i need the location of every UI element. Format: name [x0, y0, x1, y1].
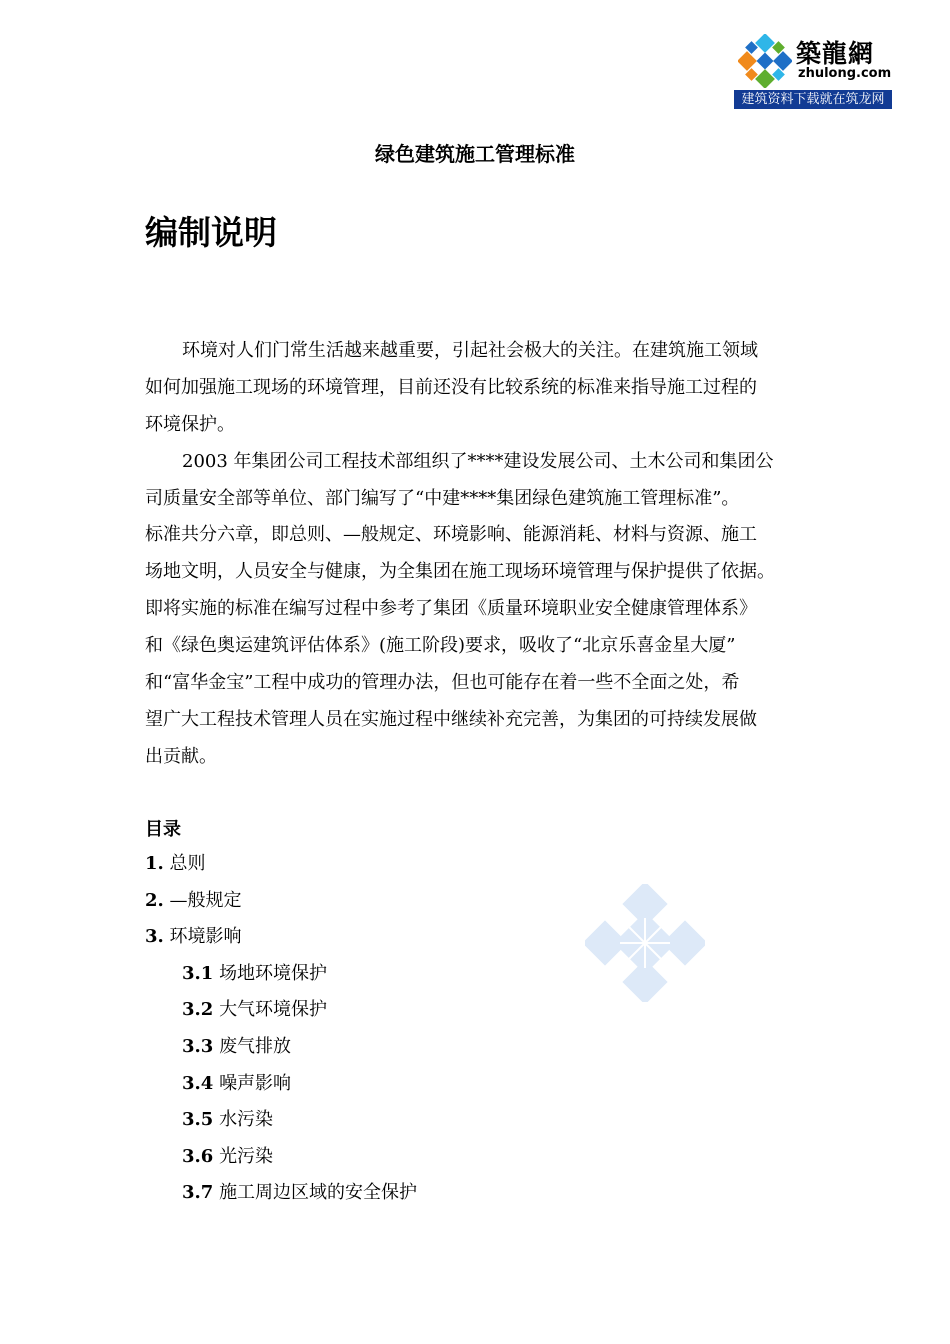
- toc-number: 3.1: [182, 962, 214, 984]
- toc-label: 废气排放: [219, 1035, 292, 1057]
- text-line: 望广大工程技术管理人员在实施过程中继续补充完善，为集团的可持续发展做: [145, 708, 757, 730]
- toc-label: 总则: [169, 853, 206, 874]
- text-line: 如何加强施工现场的环境管理，目前还没有比较系统的标准来指导施工过程的: [145, 376, 757, 398]
- toc-number: 3.6: [182, 1145, 214, 1167]
- toc-label: 光污染: [219, 1145, 274, 1167]
- text-line: 标准共分六章，即总则、—般规定、环境影响、能源消耗、材料与资源、施工: [145, 524, 757, 546]
- paragraph: [145, 444, 825, 776]
- document-title: 绿色建筑施工管理标准: [375, 142, 575, 166]
- toc-subitem[interactable]: [145, 1029, 417, 1066]
- toc-label: —般规定: [169, 889, 242, 911]
- toc-item[interactable]: [145, 883, 417, 920]
- text-line: 2003 年集团公司工程技术部组织了****建设发展公司、土木公司和集团公: [182, 450, 774, 472]
- toc-number: 3.: [145, 926, 164, 948]
- toc-subitem[interactable]: [145, 1175, 417, 1212]
- toc-subitem[interactable]: [145, 1102, 417, 1139]
- logo-domain: zhulong.com: [798, 66, 892, 81]
- toc-label: 水污染: [219, 1109, 274, 1131]
- section-heading: 编制说明: [145, 213, 277, 252]
- table-of-contents: [145, 846, 417, 1212]
- toc-subitem[interactable]: [145, 1139, 417, 1176]
- watermark-logo-icon: [585, 884, 705, 1002]
- toc-label: 施工周边区域的安全保护: [219, 1182, 418, 1204]
- toc-subitem[interactable]: [145, 1066, 417, 1103]
- toc-item[interactable]: [145, 846, 417, 883]
- text-line: 司质量安全部等单位、部门编写了“中建****集团绿色建筑施工管理标准”。: [145, 487, 740, 509]
- preface-body: [145, 333, 825, 776]
- toc-number: 3.7: [182, 1182, 214, 1204]
- logo-mark-icon: [738, 34, 792, 88]
- toc-label: 场地环境保护: [219, 962, 328, 984]
- toc-number: 2.: [145, 889, 164, 911]
- toc-label: 环境影响: [169, 926, 242, 948]
- toc-number: 3.5: [182, 1109, 214, 1131]
- logo-top: [734, 30, 892, 90]
- toc-heading: 目录: [145, 819, 181, 840]
- logo-name: 築龍網: [796, 39, 875, 68]
- zhulong-logo[interactable]: [734, 30, 892, 110]
- text-line: 和《绿色奥运建筑评估体系》(施工阶段)要求，吸收了“北京乐喜金星大厦”: [145, 635, 736, 657]
- text-line: 出贡献。: [145, 745, 217, 767]
- toc-number: 3.3: [182, 1035, 214, 1057]
- toc-subitem[interactable]: [145, 956, 417, 993]
- toc-number: 3.4: [182, 1072, 214, 1094]
- text-line: 环境对人们门常生活越来越重要，引起社会极大的关注。在建筑施工领域: [182, 340, 758, 361]
- text-line: 和“富华金宝”工程中成功的管理办法，但也可能存在着一些不全面之处，希: [145, 672, 740, 694]
- toc-item[interactable]: [145, 919, 417, 956]
- toc-label: 噪声影响: [219, 1072, 292, 1094]
- text-line: 环境保护。: [145, 413, 235, 435]
- toc-number: 3.2: [182, 999, 214, 1021]
- toc-number: 1.: [145, 853, 164, 874]
- toc-subitem[interactable]: [145, 992, 417, 1029]
- text-line: 即将实施的标准在编写过程中参考了集团《质量环境职业安全健康管理体系》: [145, 598, 757, 620]
- logo-slogan: 建筑资料下载就在筑龙网: [734, 90, 892, 109]
- text-line: 场地文明，人员安全与健康，为全集团在施工现场环境管理与保护提供了依据。: [145, 561, 775, 583]
- toc-label: 大气环境保护: [219, 999, 328, 1021]
- paragraph: [145, 333, 825, 444]
